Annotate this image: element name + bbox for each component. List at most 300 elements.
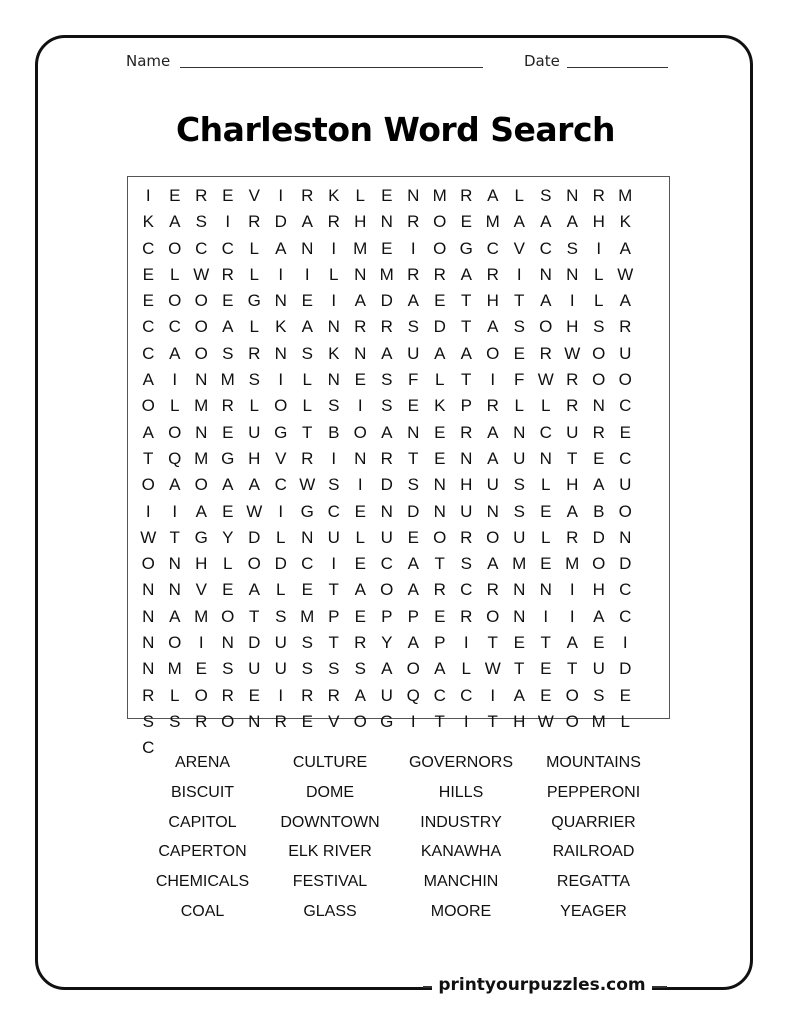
grid-letter: S — [407, 317, 419, 337]
grid-letter: N — [566, 264, 579, 284]
grid-letter: S — [513, 317, 525, 337]
grid-letter: C — [221, 238, 234, 258]
grid-letter: S — [222, 343, 234, 363]
grid-letter: N — [221, 633, 234, 653]
grid-letter: O — [194, 291, 208, 311]
grid-letter: W — [617, 264, 634, 284]
grid-letter: A — [248, 580, 260, 600]
grid-letter: N — [354, 448, 367, 468]
grid-letter: D — [619, 554, 632, 574]
grid-letter: E — [513, 633, 525, 653]
grid-letter: A — [142, 422, 154, 442]
grid-letter: H — [513, 711, 526, 731]
grid-letter: R — [327, 212, 340, 232]
grid-letter: C — [142, 238, 155, 258]
grid-letter: E — [540, 501, 552, 521]
grid-letter: R — [354, 317, 367, 337]
grid-letter: E — [222, 422, 234, 442]
word-item: MANCHIN — [423, 873, 499, 891]
grid-letter: I — [569, 606, 575, 626]
grid-letter: O — [168, 291, 182, 311]
grid-letter: R — [221, 264, 234, 284]
grid-letter: T — [328, 633, 339, 653]
grid-letter: R — [539, 343, 552, 363]
grid-letter: M — [220, 370, 235, 390]
grid-letter: A — [381, 343, 393, 363]
word-item: DOWNTOWN — [280, 813, 380, 831]
grid-letter: A — [248, 475, 260, 495]
grid-letter: B — [593, 501, 605, 521]
grid-letter: P — [460, 396, 472, 416]
grid-letter: I — [463, 633, 469, 653]
grid-letter: L — [276, 527, 286, 547]
grid-letter: M — [618, 186, 633, 205]
grid-letter: O — [486, 343, 500, 363]
grid-letter: A — [434, 343, 446, 363]
grid-letter: R — [327, 685, 340, 705]
grid-letter: U — [513, 527, 526, 547]
grid-letter: O — [247, 554, 261, 574]
grid-letter: N — [380, 501, 393, 521]
grid-letter: H — [248, 448, 261, 468]
grid-letter: R — [380, 317, 393, 337]
grid-letter: S — [328, 659, 340, 679]
grid-letter: H — [566, 475, 579, 495]
grid-letter: G — [221, 448, 235, 468]
grid-letter: C — [460, 685, 473, 705]
grid-letter: N — [142, 659, 155, 679]
grid-letter: N — [433, 475, 446, 495]
grid-letter: N — [592, 396, 605, 416]
letter-grid — [135, 183, 639, 762]
grid-letter: R — [274, 711, 287, 731]
grid-letter: E — [381, 186, 393, 205]
grid-letter: E — [619, 422, 631, 442]
grid-letter: N — [513, 422, 526, 442]
word-item: BISCUIT — [170, 783, 235, 801]
grid-letter: A — [487, 186, 499, 205]
grid-letter: L — [594, 291, 604, 311]
grid-letter: C — [168, 317, 181, 337]
word-item: CAPITOL — [168, 813, 237, 831]
grid-letter: V — [248, 186, 260, 205]
grid-letter: Y — [222, 527, 234, 547]
grid-letter: C — [486, 238, 499, 258]
grid-letter: A — [566, 633, 578, 653]
grid-letter: U — [592, 659, 605, 679]
grid-letter: S — [540, 186, 552, 205]
grid-letter: A — [222, 317, 234, 337]
grid-letter: N — [274, 343, 287, 363]
grid-letter: M — [194, 448, 209, 468]
grid-letter: S — [301, 659, 313, 679]
grid-letter: A — [619, 291, 631, 311]
grid-letter: K — [328, 186, 340, 205]
grid-letter: C — [619, 448, 632, 468]
grid-letter: I — [569, 580, 575, 600]
grid-letter: E — [434, 291, 446, 311]
grid-letter: L — [355, 186, 365, 205]
grid-letter: E — [540, 554, 552, 574]
word-item: KANAWHA — [420, 843, 502, 861]
grid-letter: U — [380, 685, 393, 705]
grid-letter: O — [592, 554, 606, 574]
grid-letter: R — [486, 264, 499, 284]
word-item: QUARRIER — [551, 813, 636, 831]
grid-letter: S — [566, 238, 578, 258]
grid-letter: N — [539, 580, 552, 600]
grid-letter: T — [169, 527, 180, 547]
grid-letter: K — [142, 212, 154, 232]
grid-letter: N — [142, 580, 155, 600]
grid-letter: I — [490, 685, 496, 705]
grid-letter: A — [487, 448, 499, 468]
grid-letter: A — [275, 238, 287, 258]
word-item: FESTIVAL — [292, 873, 368, 891]
grid-letter: V — [328, 711, 340, 731]
grid-letter: O — [539, 317, 553, 337]
grid-letter: T — [514, 291, 525, 311]
grid-letter: I — [410, 711, 416, 731]
page-title: Charleston Word Search — [175, 110, 616, 149]
grid-letter: O — [168, 633, 182, 653]
grid-letter: U — [274, 633, 287, 653]
grid-letter: N — [195, 370, 208, 390]
grid-letter: F — [408, 370, 419, 390]
grid-letter: I — [543, 606, 549, 626]
grid-letter: V — [275, 448, 287, 468]
grid-letter: U — [407, 343, 420, 363]
word-item: CULTURE — [292, 754, 368, 771]
grid-letter: O — [221, 711, 235, 731]
grid-letter: I — [357, 475, 363, 495]
grid-letter: T — [487, 633, 498, 653]
grid-letter: O — [221, 606, 235, 626]
grid-letter: W — [193, 264, 210, 284]
grid-letter: R — [301, 448, 314, 468]
grid-letter: A — [513, 685, 525, 705]
grid-letter: L — [249, 238, 259, 258]
name-line — [180, 67, 483, 68]
grid-letter: O — [194, 475, 208, 495]
grid-letter: C — [539, 238, 552, 258]
grid-letter: O — [565, 685, 579, 705]
grid-letter: E — [222, 291, 234, 311]
grid-letter: A — [222, 475, 234, 495]
grid-letter: R — [248, 212, 261, 232]
grid-letter: L — [541, 475, 551, 495]
grid-letter: O — [592, 370, 606, 390]
grid-letter: L — [541, 527, 551, 547]
grid-letter: R — [566, 370, 579, 390]
grid-letter: I — [225, 212, 231, 232]
grid-letter: M — [485, 212, 500, 232]
grid-letter: L — [594, 264, 604, 284]
grid-letter: A — [407, 633, 419, 653]
grid-letter: O — [486, 527, 500, 547]
grid-letter: I — [596, 238, 602, 258]
grid-letter: U — [619, 475, 632, 495]
grid-letter: E — [354, 370, 366, 390]
word-item: INDUSTRY — [420, 813, 502, 831]
grid-letter: A — [169, 212, 181, 232]
grid-letter: N — [380, 212, 393, 232]
grid-letter: O — [353, 711, 367, 731]
grid-letter: S — [222, 659, 234, 679]
grid-letter: R — [486, 396, 499, 416]
date-line — [567, 67, 668, 68]
grid-letter: V — [195, 580, 207, 600]
grid-letter: G — [194, 527, 208, 547]
grid-letter: L — [249, 317, 259, 337]
word-item: GOVERNORS — [408, 754, 513, 771]
grid-letter: T — [249, 606, 260, 626]
grid-letter: I — [172, 501, 178, 521]
grid-letter: Q — [406, 685, 420, 705]
grid-letter: T — [328, 580, 339, 600]
grid-letter: E — [434, 448, 446, 468]
grid-letter: E — [593, 448, 605, 468]
grid-letter: N — [486, 501, 499, 521]
grid-letter: W — [564, 343, 581, 363]
grid-letter: A — [142, 370, 154, 390]
grid-letter: O — [274, 396, 288, 416]
grid-letter: C — [619, 580, 632, 600]
grid-letter: W — [537, 711, 554, 731]
grid-letter: A — [169, 606, 181, 626]
grid-letter: L — [461, 659, 471, 679]
grid-letter: A — [301, 317, 313, 337]
grid-letter: R — [433, 264, 446, 284]
name-label: Name — [126, 52, 171, 70]
grid-letter: R — [407, 212, 420, 232]
word-item: MOORE — [430, 902, 492, 920]
grid-letter: M — [194, 606, 209, 626]
grid-letter: N — [539, 448, 552, 468]
grid-letter: R — [433, 580, 446, 600]
grid-letter: P — [381, 606, 393, 626]
grid-letter: R — [195, 186, 208, 205]
grid-letter: A — [540, 212, 552, 232]
grid-letter: C — [274, 475, 287, 495]
grid-letter: C — [380, 554, 393, 574]
grid-letter: R — [407, 264, 420, 284]
grid-letter: A — [487, 554, 499, 574]
grid-letter: R — [619, 317, 632, 337]
grid-letter: S — [195, 212, 207, 232]
grid-letter: I — [331, 554, 337, 574]
grid-letter: P — [407, 606, 419, 626]
grid-letter: D — [274, 212, 287, 232]
grid-letter: E — [142, 291, 154, 311]
word-item: COAL — [180, 902, 225, 920]
grid-letter: A — [407, 291, 419, 311]
grid-letter: D — [248, 527, 261, 547]
grid-letter: M — [432, 186, 447, 205]
grid-letter: N — [407, 186, 420, 205]
grid-letter: S — [593, 317, 605, 337]
grid-letter: E — [248, 685, 260, 705]
grid-letter: S — [328, 396, 340, 416]
grid-letter: H — [354, 212, 367, 232]
grid-letter: T — [461, 317, 472, 337]
grid-letter: E — [354, 501, 366, 521]
grid-letter: A — [593, 475, 605, 495]
grid-letter: R — [460, 606, 473, 626]
grid-letter: I — [569, 291, 575, 311]
grid-letter: H — [460, 475, 473, 495]
grid-letter: O — [565, 711, 579, 731]
grid-letter: O — [141, 554, 155, 574]
grid-letter: L — [435, 370, 445, 390]
grid-letter: L — [620, 711, 630, 731]
word-item: CHEMICALS — [155, 873, 250, 891]
grid-letter: C — [460, 580, 473, 600]
grid-letter: S — [301, 343, 313, 363]
grid-letter: R — [248, 343, 261, 363]
grid-letter: A — [407, 580, 419, 600]
grid-letter: A — [169, 343, 181, 363]
grid-letter: U — [513, 448, 526, 468]
grid-letter: U — [248, 422, 261, 442]
grid-letter: I — [410, 238, 416, 258]
grid-letter: O — [168, 422, 182, 442]
grid-letter: L — [249, 396, 259, 416]
grid-letter: K — [434, 396, 446, 416]
grid-letter: I — [145, 186, 151, 205]
grid-letter: A — [195, 501, 207, 521]
word-item: RAILROAD — [552, 843, 635, 861]
grid-letter: T — [461, 370, 472, 390]
grid-letter: H — [592, 580, 605, 600]
grid-letter: O — [433, 212, 447, 232]
grid-letter: A — [513, 212, 525, 232]
grid-letter: A — [301, 212, 313, 232]
grid-letter: C — [142, 343, 155, 363]
grid-letter: R — [566, 396, 579, 416]
grid-letter: M — [300, 606, 315, 626]
grid-letter: C — [142, 317, 155, 337]
grid-letter: S — [248, 370, 260, 390]
grid-letter: D — [407, 501, 420, 521]
footer-site: printyourpuzzles.com — [432, 975, 652, 995]
grid-letter: A — [354, 685, 366, 705]
grid-letter: I — [304, 264, 310, 284]
grid-letter: I — [278, 370, 284, 390]
grid-letter: O — [486, 606, 500, 626]
grid-letter: I — [278, 685, 284, 705]
grid-letter: T — [567, 448, 578, 468]
grid-letter: T — [540, 633, 551, 653]
word-item: REGATTA — [556, 873, 631, 891]
grid-letter: N — [327, 317, 340, 337]
grid-letter: A — [540, 291, 552, 311]
grid-letter: I — [278, 186, 284, 205]
grid-letter: L — [541, 396, 551, 416]
grid-letter: L — [302, 396, 312, 416]
grid-letter: A — [169, 475, 181, 495]
grid-letter: A — [566, 212, 578, 232]
grid-letter: R — [142, 685, 155, 705]
word-item: ELK RIVER — [288, 843, 372, 861]
grid-letter: A — [593, 606, 605, 626]
grid-letter: E — [593, 633, 605, 653]
grid-letter: C — [327, 501, 340, 521]
grid-letter: L — [223, 554, 233, 574]
grid-letter: D — [380, 291, 393, 311]
grid-letter: N — [248, 711, 261, 731]
grid-letter: I — [145, 501, 151, 521]
grid-letter: L — [170, 685, 180, 705]
grid-letter: L — [302, 370, 312, 390]
grid-letter: N — [195, 422, 208, 442]
grid-letter: A — [619, 238, 631, 258]
grid-letter: S — [513, 475, 525, 495]
grid-letter: A — [460, 264, 472, 284]
grid-letter: T — [143, 448, 154, 468]
grid-letter: A — [460, 343, 472, 363]
grid-letter: U — [460, 501, 473, 521]
grid-letter: R — [460, 422, 473, 442]
grid-letter: R — [301, 186, 314, 205]
grid-letter: E — [222, 186, 234, 205]
grid-letter: T — [434, 711, 445, 731]
grid-letter: N — [566, 186, 579, 205]
grid-letter: Y — [381, 633, 393, 653]
grid-letter: I — [331, 238, 337, 258]
grid-letter: C — [142, 738, 155, 758]
grid-letter: F — [514, 370, 525, 390]
grid-letter: U — [486, 475, 499, 495]
grid-letter: R — [566, 527, 579, 547]
grid-letter: E — [513, 343, 525, 363]
grid-letter: R — [486, 580, 499, 600]
grid-letter: O — [194, 317, 208, 337]
grid-letter: O — [618, 370, 632, 390]
grid-letter: M — [167, 659, 182, 679]
grid-letter: S — [593, 685, 605, 705]
grid-letter: S — [354, 659, 366, 679]
grid-letter: O — [353, 422, 367, 442]
grid-letter: W — [140, 527, 157, 547]
grid-letter: E — [301, 291, 313, 311]
grid-letter: S — [301, 633, 313, 653]
grid-letter: A — [407, 554, 419, 574]
grid-letter: G — [274, 422, 288, 442]
grid-letter: L — [355, 527, 365, 547]
grid-letter: R — [195, 711, 208, 731]
grid-letter: A — [381, 422, 393, 442]
grid-letter: D — [433, 317, 446, 337]
grid-letter: E — [619, 685, 631, 705]
grid-letter: A — [354, 291, 366, 311]
grid-letter: T — [567, 659, 578, 679]
grid-letter: O — [380, 580, 394, 600]
grid-letter: R — [301, 685, 314, 705]
word-list — [140, 748, 660, 927]
grid-letter: I — [278, 501, 284, 521]
date-label: Date — [524, 52, 560, 70]
word-item: DOME — [306, 783, 354, 801]
grid-letter: E — [434, 422, 446, 442]
grid-letter: L — [514, 186, 524, 205]
grid-letter: E — [540, 685, 552, 705]
grid-letter: C — [195, 238, 208, 258]
grid-letter: I — [278, 264, 284, 284]
grid-letter: K — [275, 317, 287, 337]
grid-letter: S — [381, 396, 393, 416]
grid-letter: O — [168, 238, 182, 258]
